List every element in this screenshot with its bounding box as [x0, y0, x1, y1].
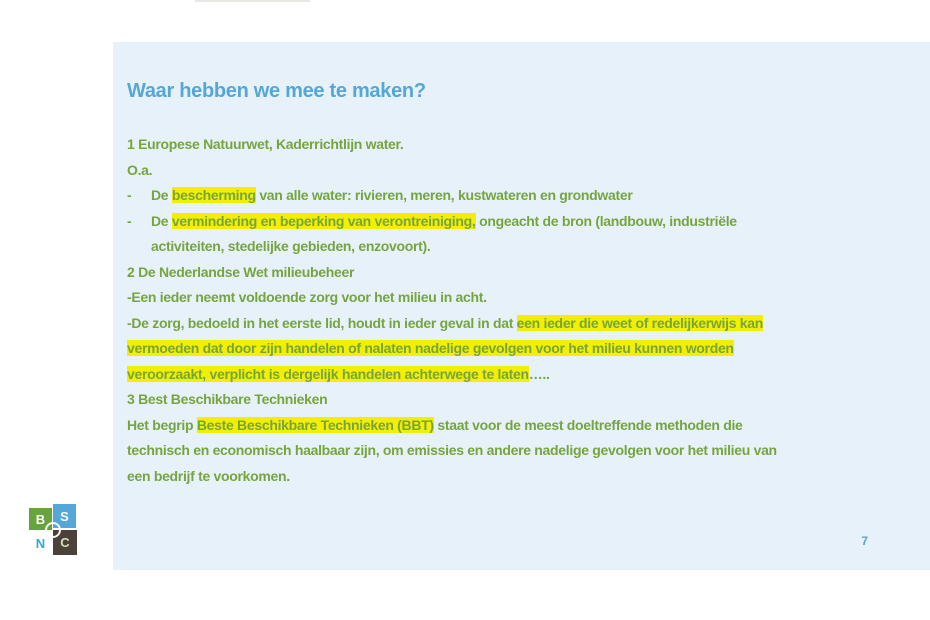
body-line: [127, 464, 924, 490]
body-line: [127, 158, 924, 184]
body-line: [127, 311, 924, 337]
logo-square-n: N: [35, 535, 46, 551]
body-line: [127, 183, 924, 209]
highlighted-text-segment: een ieder die weet of redelijkerwijs kan: [516, 314, 764, 331]
logo-ring-icon: [45, 522, 61, 538]
text-segment: Het begrip: [127, 416, 197, 433]
bullet-dash: -: [127, 187, 132, 203]
highlighted-text-segment: bescherming: [171, 187, 256, 203]
text-segment: -Een ieder neemt voldoende zorg voor het milieu in acht.: [127, 289, 487, 305]
body-line: [127, 413, 924, 439]
bsnc-logo: [26, 502, 80, 560]
body-line: [127, 285, 924, 311]
text-segment: -De zorg, bedoeld in het eerste lid, houdt in ieder geval in dat: [127, 314, 517, 331]
slide: [113, 42, 930, 570]
body-line: [127, 438, 924, 464]
text-segment: activiteiten, stedelijke gebieden, enzovoort).: [151, 238, 431, 254]
logo-square-s: S: [53, 504, 76, 528]
text-segment: ongeacht de bron (landbouw, industriële: [475, 212, 737, 229]
body-line: [127, 234, 924, 260]
body-line: [127, 260, 924, 286]
text-segment: 2 De Nederlandse Wet milieubeheer: [127, 263, 355, 280]
highlighted-text-segment: veroorzaakt, verplicht is dergelijk handelen achterwege te laten: [127, 365, 529, 382]
text-segment: …..: [528, 365, 550, 382]
page-number: 7: [861, 534, 868, 548]
slide-body: [127, 132, 924, 489]
text-segment: 1 Europese Natuurwet, Kaderrichtlijn water.: [127, 136, 404, 152]
text-segment: een bedrijf te voorkomen.: [127, 467, 290, 484]
bullet-dash: -: [127, 212, 132, 229]
body-line: [127, 132, 924, 158]
window-edge-artifact: [195, 0, 310, 2]
text-segment: technisch en economisch haalbaar zijn, om emissies en andere nadelige gevolgen voor het milieu van: [127, 442, 777, 458]
slide-title: Waar hebben we mee te maken?: [127, 80, 426, 102]
text-segment: 3 Best Beschikbare Technieken: [127, 391, 328, 407]
body-line: [127, 387, 924, 413]
text-segment: O.a.: [127, 161, 153, 178]
body-line: [127, 362, 924, 388]
highlighted-text-segment: Beste Beschikbare Technieken (BBT): [196, 416, 434, 433]
body-line: [127, 336, 924, 362]
text-segment: van alle water: rivieren, meren, kustwateren en grondwater: [255, 187, 633, 203]
body-line: [127, 209, 924, 235]
highlighted-text-segment: vermoeden dat door zijn handelen of nalaten nadelige gevolgen voor het milieu kunnen worden: [127, 340, 734, 356]
logo-square-b: B: [29, 508, 52, 530]
logo-square-c: C: [53, 530, 77, 555]
text-segment: De: [151, 212, 172, 229]
text-segment: staat voor de meest doeltreffende methoden die: [433, 416, 743, 433]
highlighted-text-segment: vermindering en beperking van verontreiniging,: [171, 212, 476, 229]
text-segment: De: [151, 187, 172, 203]
